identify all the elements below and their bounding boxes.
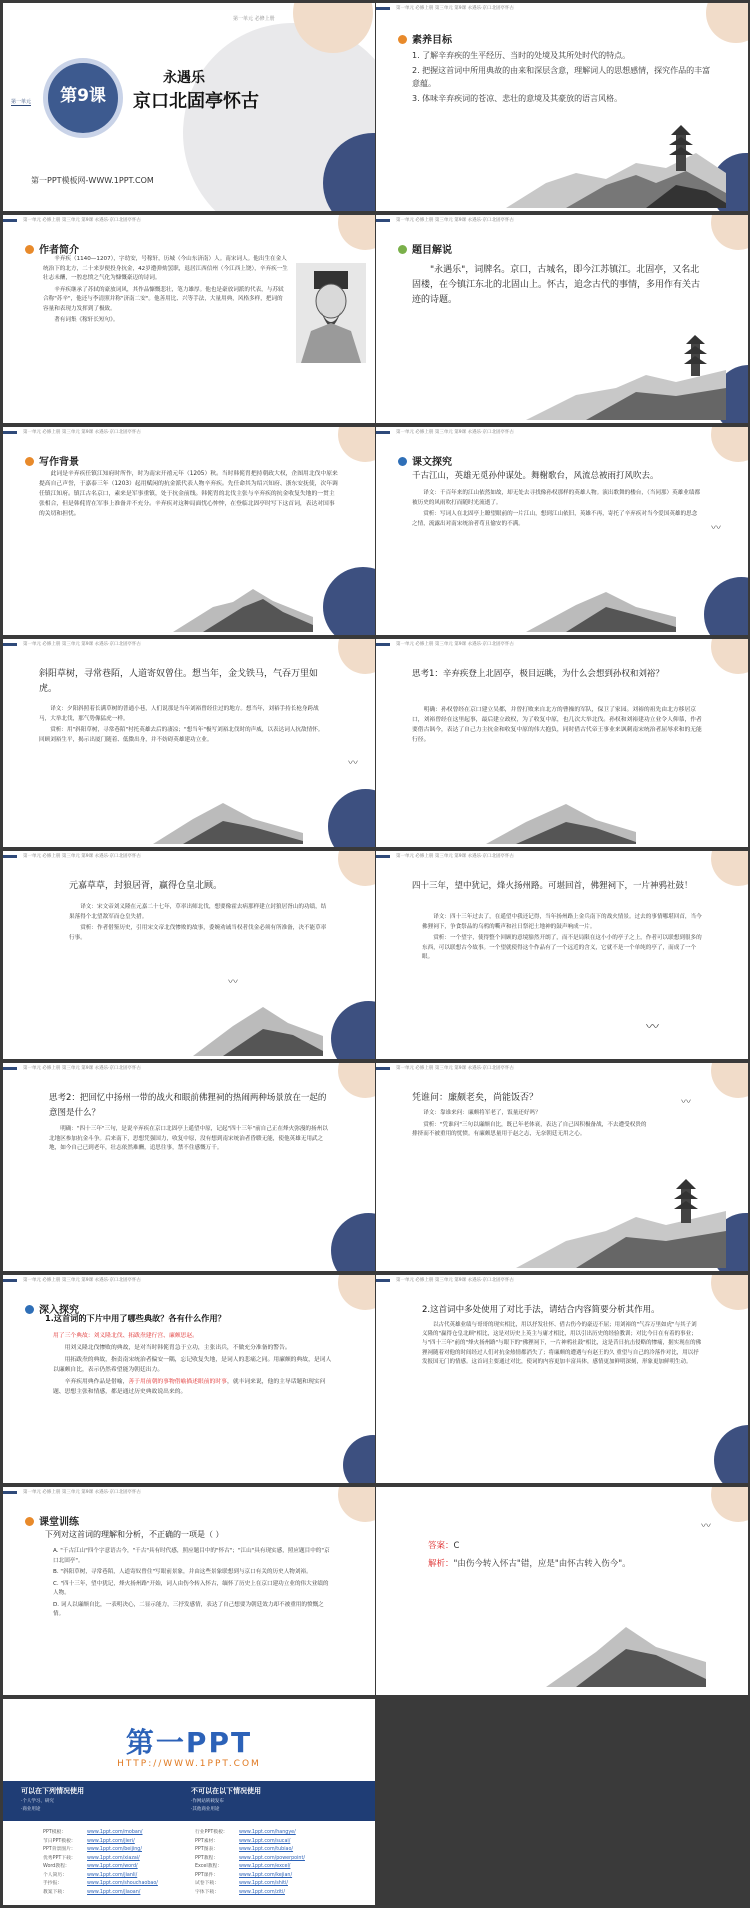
ink-mountain-pagoda [516, 1173, 726, 1268]
question: 思考1：辛弃疾登上北固亭，极目远眺，为什么会想到孙权和刘裕？ [412, 669, 664, 679]
deco-circle [711, 1487, 748, 1522]
question: 思考2：把回忆中扬州一带的战火和眼前佛狸祠的热闹两种场景放在一起的意图是什么？ [49, 1093, 327, 1118]
slide-text-study [376, 427, 748, 635]
slide-header: 第一单元 必修上册 第三单元 第9课 永遇乐·京口北固亭怀古 [376, 3, 748, 17]
paragraph: 辛弃疾继承了苏轼的豪放词风，其作品慷慨悲壮，笔力雄厚。他也是豪放词派的代表，与苏轼合称"苏辛"，他还与李清照并称"济南二安"。他善用比、兴等手法，大量用典，风格多样，把词的容量和表现力发挥到了极致。 [43, 286, 284, 312]
link-row [195, 1846, 305, 1855]
verse: 凭谁问：廉颇老矣，尚能饭否？ [412, 1093, 539, 1103]
link-row [195, 1863, 305, 1872]
section-heading: 课文探究 [398, 453, 452, 468]
author-text [43, 255, 288, 328]
link-row [43, 1880, 158, 1889]
verse: 斜阳草树，寻常巷陌，人道寄奴曾住。想当年，金戈铁马，气吞万里如虎。 [39, 669, 319, 694]
link-label: 字体下载： [195, 1889, 219, 1895]
deco-circle [711, 851, 748, 886]
slide-header: 第一单元 必修上册 第三单元 第9课 永遇乐·京口北固亭怀古 [3, 639, 375, 653]
link-label: PPT图表： [195, 1847, 219, 1852]
section-heading: 作者简介 [25, 241, 79, 256]
deco-circle [343, 1435, 375, 1483]
slide-title-explain [376, 215, 748, 423]
paragraph: 赏析：作者借鉴历史，引用宋文帝北伐惨败的故事，委婉劝诫当权者伐金必须有所准备，决不能草率行事。 [69, 925, 327, 941]
deco-circle [331, 1213, 375, 1271]
question: 2.这首词中多处使用了对比手法，请结合内容简要分析其作用。 [422, 1305, 660, 1315]
analysis [39, 705, 324, 747]
answer [53, 1331, 333, 1399]
slide-title [3, 3, 375, 211]
paragraph: 译文：四十三年过去了，在遥望中我还记得，当年扬州路上金兵南下的战火情景。过去的事情哪堪回首，当今佛狸祠下，争食祭品的乌鸦的嘶声和社日祭祀土地神的鼓声响成一片。 [422, 914, 702, 930]
usage-allow-2: ·商业用途 [21, 1807, 41, 1812]
paragraph: 译文：夕阳斜照着长满草树的普通小巷，人们说那是当年刘裕曾经住过的地方。想当年，刘裕手持长枪身跨战马，大举北伐，那气势像猛虎一样。 [39, 706, 319, 722]
section-heading: 题目解说 [398, 241, 452, 256]
answer: 明确："四十三年"三句，是说辛弃疾在京口北固亭上遥望中原，记起"四十三年"前自己正在烽火弥漫的扬州以北地区参加抗金斗争。后来南下，思想凭强国力，收复中原，没有想到南宋统治者昏聩无能，使他英雄无用武之地，如今自己已到老年，壮志依然难酬，追思往事，禁不住感慨万千。 [49, 1126, 328, 1151]
ink-mountain [173, 577, 313, 632]
slide-think-2 [3, 1063, 375, 1271]
paragraph: 赏析：用"斜阳草树，寻常巷陌"衬托英雄去后的凄凉；"想当年"极写刘裕北伐时的声威，以表达词人抗敌情怀。回顾刘裕生平，揭示出厦门随着、低微出身，并不妨碍英雄建功立业。 [39, 727, 324, 743]
link-url[interactable]: www.1ppt.com/kejian/ [239, 1872, 293, 1878]
slide-answer [376, 1487, 748, 1695]
ink-mountain [153, 789, 303, 844]
deco-circle [338, 215, 375, 250]
usage-deny-1: ·作网站转载发布 [191, 1799, 224, 1804]
slide-header: 第一单元 必修上册 第三单元 第9课 永遇乐·京口北固亭怀古 [3, 215, 375, 229]
bullet-icon [25, 1517, 34, 1526]
ink-mountain-pagoda [526, 330, 726, 420]
slide-header: 第一单元 必修上册 第三单元 第9课 永遇乐·京口北固亭怀古 [3, 1275, 375, 1289]
link-url[interactable]: www.1ppt.com/jianli/ [87, 1872, 138, 1878]
deco-circle [711, 427, 748, 462]
goal-item: 1. 了解辛弃疾的生平经历、当时的处境及其所处时代的特点。 [412, 51, 631, 60]
usage-allow-1: ·个人学习、研究 [21, 1799, 54, 1804]
section-heading: 深入探究 [25, 1301, 79, 1316]
deco-circle [706, 3, 748, 43]
paragraph: 用拓跋焘的典故，指责南宋统治者偏安一隅，忘记收复失地，是词人的悲痛之同。用廉颇的典故，是词人以廉颇自比，表示仍然希望能为朝廷出力。 [53, 1357, 332, 1373]
link-row [195, 1829, 305, 1838]
link-row [195, 1838, 305, 1847]
bullet-icon [398, 35, 407, 44]
analysis [422, 913, 702, 965]
link-row [43, 1863, 158, 1872]
usage-panel [3, 1781, 375, 1821]
ink-mountain [486, 794, 636, 844]
link-url[interactable]: www.1ppt.com/jieri/ [87, 1838, 135, 1844]
footer-ad [3, 1699, 375, 1905]
bird-icon: 〰 [348, 758, 358, 769]
slide-verse-5 [376, 1063, 748, 1271]
ink-mountain [526, 577, 676, 632]
background-text: 此词是辛弃疾任镇江知府时所作，时为南宋开禧元年（1205）秋。当时韩侂胄把持朝政大权，企图用北伐中原来提高自己声誉，于嘉泰三年（1203）起用赋闲的抗金派代表人物辛弃疾。先任命其为绍兴知府、浙东安抚使，次年调任镇江知府。镇江古名京口，素来是军事重镇，处于抗金前线。韩侂胄的北伐主张与辛弃疾的抗金收复失地的一贯主张相合，但是韩侂胄在军事上准备并不充分。辛弃疾对这种局面忧心忡忡，在登临北固亭时写下这首词，表达对国事的关切和担忧。 [39, 471, 338, 517]
link-url[interactable]: www.1ppt.com/xiazai/ [87, 1855, 140, 1861]
verse: 四十三年，望中犹记，烽火扬州路。可堪回首，佛狸祠下，一片神鸦社鼓！ [412, 881, 693, 891]
link-label: Excel教程： [195, 1864, 223, 1869]
site-label: 第一PPT模板网-WWW.1PPT.COM [31, 176, 154, 185]
link-label: PPT模板： [43, 1830, 67, 1835]
bullet-icon [25, 457, 34, 466]
link-list-right [195, 1829, 305, 1897]
link-row [195, 1880, 305, 1889]
link-label: 试卷下载： [195, 1881, 219, 1886]
paragraph: 赏析：写词人在北固亭上瞭望眼前的一片江山，想到江山依旧，英雄不再，寄托了辛弃疾对当今爱国英雄的思念之情，流露出对南宋统治者苟且偷安的不满。 [412, 511, 698, 527]
section-heading: 写作背景 [25, 453, 79, 468]
link-label: PPT背景图片： [43, 1847, 76, 1852]
link-url[interactable]: www.1ppt.com/beijing/ [87, 1847, 142, 1852]
footer-url: HTTP://WWW.1PPT.COM [117, 1759, 261, 1769]
paragraph: 译文：千百年来的江山依然如故，却无处去寻找像孙权那样的英雄人物。演出歌舞的楼台，（当同那）英雄业绩都被历史的风雨吹打而随时光流逝了。 [412, 490, 701, 506]
analysis [412, 1109, 652, 1142]
goal-item: 2. 把握这首词中所用典故的由来和深层含意，理解词人的思想感情，探究作品的丰富意蕴。 [412, 66, 711, 88]
deco-circle [711, 639, 748, 674]
slide-goals [376, 3, 748, 211]
link-url[interactable]: www.1ppt.com/shiti/ [239, 1881, 288, 1886]
deco-circle [338, 851, 375, 886]
deco-circle [338, 1275, 375, 1310]
verse: 元嘉草草，封狼居胥，赢得仓皇北顾。 [69, 881, 223, 891]
slide-exercise [3, 1487, 375, 1695]
deco-circle [711, 215, 748, 250]
link-row [43, 1889, 158, 1898]
link-url[interactable]: www.1ppt.com/word/ [87, 1864, 138, 1869]
link-list-left [43, 1829, 158, 1897]
link-label: 节日PPT模板： [43, 1838, 76, 1844]
slide-header: 第一单元 必修上册 第三单元 第9课 永遇乐·京口北固亭怀古 [3, 851, 375, 865]
link-url[interactable]: www.1ppt.com/moban/ [87, 1830, 143, 1835]
deco-circle [338, 1063, 375, 1098]
slide-header: 第一单元 必修上册 第三单元 第9课 永遇乐·京口北固亭怀古 [376, 215, 748, 229]
link-label: PPT教程： [195, 1855, 219, 1861]
link-row [195, 1889, 305, 1898]
top-note: 第一单元 必修上册 [233, 16, 275, 22]
option-list [53, 1547, 333, 1622]
link-label: PPT素材： [195, 1838, 219, 1844]
deco-circle [338, 639, 375, 674]
slide-header: 第一单元 必修上册 第三单元 第9课 永遇乐·京口北固亭怀古 [376, 851, 748, 865]
answer-line: 答案：C [428, 1541, 460, 1551]
verse: 千古江山，英雄无觅孙仲谋处。舞榭歌台，风流总被雨打风吹去。 [412, 471, 659, 481]
ink-mountain [193, 991, 323, 1056]
analysis [69, 903, 329, 945]
link-label: Word教程： [43, 1864, 70, 1869]
usage-deny-2: ·其他商业用途 [191, 1807, 220, 1812]
slide-verse-4 [376, 851, 748, 1059]
bullet-icon [398, 457, 407, 466]
link-row [43, 1829, 158, 1838]
link-row [43, 1846, 158, 1855]
slide-background [3, 427, 375, 635]
option-item: D. 词人以廉颇自比，一表明决心，二显示能力，三抒发感情，表达了自己想要为朝廷效力却不被重用的愤慨之情。 [53, 1601, 324, 1617]
paragraph: 译文：宋文帝刘义隆在元嘉二十七年，草率出师北伐，想要像霍去病那样建立封狼居胥山的功绩，结果落得个北望敌军而仓皇失措。 [69, 904, 327, 920]
option-item: B. "斜阳草树，寻常巷陌，人道寄奴曾住"写眼前景象，并由这些景象联想到与京口有关的历史人物刘裕。 [53, 1569, 312, 1575]
slide-header: 第一单元 必修上册 第三单元 第9课 永遇乐·京口北固亭怀古 [3, 1063, 375, 1077]
deco-circle [338, 1487, 375, 1522]
usage-deny-title: 不可以在以下情况使用 [191, 1787, 261, 1795]
ink-mountain [546, 1597, 706, 1687]
option-item: A. "千古江山"四个字意语古今，"千古"具有时代感，照应题目中的"怀古"；"江山"具有现实感，照应题目中的"京口北固亭"。 [53, 1548, 330, 1564]
link-label: 手抄报： [43, 1881, 63, 1886]
link-row [43, 1855, 158, 1864]
link-url[interactable]: www.1ppt.com/shouchaobao/ [87, 1881, 158, 1886]
question: 下列对这首词的理解和分析，不正确的一项是（ ） [45, 1530, 224, 1539]
link-row [43, 1838, 158, 1847]
slide-contrast [376, 1275, 748, 1483]
title-main: 京口北固亭怀古 [133, 91, 259, 112]
goal-list [412, 49, 712, 107]
link-url[interactable]: www.1ppt.com/jiaoan/ [87, 1889, 141, 1895]
paragraph: 译文：靠谁来问：廉颇将军老了，饭量还好吗？ [423, 1110, 541, 1116]
answer-key: 用了三个典故：刘义隆北伐、拓跋焘建行宫、廉颇思赵。 [53, 1333, 198, 1339]
link-url[interactable]: www.1ppt.com/sucai/ [239, 1838, 291, 1844]
explain-line: 解析："由伤今转入怀古"错，应是"由怀古转入伤今"。 [428, 1559, 631, 1569]
bullet-icon [25, 245, 34, 254]
paragraph: 赏析：一个望字，使得整个回顾的意境豁然开朗了，而不是局限在这小小的亭子之上，作者可以联想到很多的东西，可以联想古今故事。一个望就使得这个作品有了一个远近的含义，它就不是一个单纯的亭了，而成了一个眼。 [422, 935, 702, 960]
slide-header: 第一单元 必修上册 第三单元 第9课 永遇乐·京口北固亭怀古 [376, 1275, 748, 1289]
paragraph: 赏析："凭谁问"三句以廉颇自比，既已年老体衰，表达了自己因积极备战，不去遭受权贵的排挤而不被重用的忧愤。有廉颇思量用于赵之志，无奈朝廷无用之心。 [412, 1121, 647, 1137]
link-url[interactable]: www.1ppt.com/hangye/ [239, 1830, 296, 1835]
deco-circle [711, 1275, 748, 1310]
slide-header: 第一单元 必修上册 第三单元 第9课 永遇乐·京口北固亭怀古 [376, 1063, 748, 1077]
paragraph: 著有词集《稼轩长短句》。 [54, 317, 119, 323]
slide-header: 第一单元 必修上册 第三单元 第9课 永遇乐·京口北固亭怀古 [3, 1487, 375, 1501]
paragraph: 用刘义隆北伐惨败的典故，是对当时韩侂胄急于立功，主张出兵，不做充分准备的警告。 [64, 1345, 291, 1351]
answer: 明确：孙权曾经在京口建立吴都，并曾打败来自北方的曹操的军队，保卫了家园。刘裕的祖先由北方移居京口，刘裕曾经在这里起事，最后建立政权，为了收复中原，也几次大举北伐。孙权和刘裕建功立业令人仰慕，作者要借古讽今，表达了自己力主抗金和收复中原的伟大抱负，同时借古代帝王事业来讽刺南宋统治者屈辱求和的无能行径。 [412, 707, 702, 743]
link-label: 个人简历： [43, 1872, 67, 1878]
lesson-number: 第9课 [60, 86, 106, 106]
deco-circle [323, 567, 375, 635]
paragraph: 辛弃疾（1140—1207），字幼安，号稼轩，历城（今山东济南）人。南宋词人。他出生在金人统治下的北方，二十来岁便投身抗金，42岁遭弹劾罢职，退居江西信州（今江西上饶），辛弃疾一生壮志未酬，一腔忠愤之气化为慷慨豪迈的诗词。 [43, 256, 288, 281]
option-item: C. "四十三年，望中犹记，烽火扬州路"开始，词人由伤今转入怀古，缅怀了历史上在京口建功立业的伟大业绩的人物。 [53, 1580, 329, 1596]
link-row [195, 1855, 305, 1864]
deco-circle [328, 789, 375, 847]
title-small: 永遇乐 [163, 70, 205, 86]
link-url[interactable]: www.1ppt.com/tubiao/ [239, 1847, 294, 1852]
deco-circle [331, 1001, 375, 1059]
question: 1.这首词的下片中用了哪些典故？各有什么作用？ [45, 1313, 226, 1323]
slide-deep-inquiry [3, 1275, 375, 1483]
slide-author [3, 215, 375, 423]
ink-mountain-pagoda [506, 113, 726, 208]
link-label: PPT课件： [195, 1872, 219, 1878]
link-label: 教案下载： [43, 1889, 67, 1895]
bird-icon: 〰 [711, 523, 721, 534]
link-url[interactable]: www.1ppt.com/powerpoint/ [239, 1855, 305, 1861]
explain-text: "永遇乐"，词牌名。京口，古城名，即今江苏镇江。北固亭，又名北固楼，在今镇江东北的北固山上。怀古，追念古代的事情，多用作有关古迹的诗题。 [412, 265, 701, 305]
slide-header: 第一单元 必修上册 第三单元 第9课 永遇乐·京口北固亭怀古 [376, 639, 748, 653]
deco-circle [704, 577, 748, 635]
usage-allow-title: 可以在下列情况使用 [21, 1787, 84, 1795]
link-row [195, 1872, 305, 1881]
footer-logo: 第一PPT [125, 1726, 253, 1759]
analysis [412, 489, 702, 531]
link-row [43, 1872, 158, 1881]
slide-think-1 [376, 639, 748, 847]
link-url[interactable]: www.1ppt.com/excel/ [239, 1864, 291, 1869]
bullet-icon [398, 245, 407, 254]
link-label: 行业PPT模板： [195, 1830, 228, 1835]
slide-verse-3 [3, 851, 375, 1059]
unit-tag: 第一单元 [11, 99, 32, 105]
author-portrait [296, 263, 366, 363]
section-heading: 课堂训练 [25, 1513, 79, 1528]
bird-icon: 〰 [228, 977, 238, 988]
bird-icon: 〰 [646, 1020, 660, 1035]
deco-circle [711, 1063, 748, 1098]
link-label: 优秀PPT下载： [43, 1855, 76, 1861]
slide-header: 第一单元 必修上册 第三单元 第9课 永遇乐·京口北固亭怀古 [3, 427, 375, 441]
slide-verse-2 [3, 639, 375, 847]
bird-icon: 〰 [681, 1097, 691, 1108]
link-url[interactable]: www.1ppt.com/ziti/ [239, 1889, 285, 1895]
paragraph: 辛弃疾用典作品是借喻，善于用前朝的事物借喻描述眼前的时事，就丰词来说，他的主导话题和现实问题、思想主张和情感，都是通过历史典故说出来的。 [53, 1379, 326, 1395]
bird-icon: 〰 [701, 1521, 711, 1532]
deco-circle [714, 1425, 748, 1483]
slide-header: 第一单元 必修上册 第三单元 第9课 永遇乐·京口北固亭怀古 [376, 427, 748, 441]
answer: 以古代英雄业绩与哥哥的现实相比，用以抒发壮怀、借古伤今的豪迈不屈；用刘裕的"气吞万里如虎"与其子刘义隆的"赢得仓皇北顾"相比，这是对历史上英主与庸才相比，用以引出历史的经验教训；对比今日在有着的事业；与"四十三年"前的"烽火扬州路"与眼下的"佛狸祠下，一片神鸦社鼓"相比，这是昔日抗击侵略的惨痛，据实现在的佛狸祠随着对他的时间经过人们对抗金热情都消失了；将廉颇的遭遇与有赵王的久 重望与自己的冷落作对比，用以抒发报国无门的情感。这首词主要通过对比，使词的内容更加丰富具体，感情更加鲜明深刻，形象更加鲜明生动。 [422, 1322, 702, 1365]
goal-item: 3. 体味辛弃疾词的苍凉、悲壮的意境及其豪放的语言风格。 [412, 94, 623, 103]
deco-circle [338, 427, 375, 462]
bullet-icon [25, 1305, 34, 1314]
section-heading: 素养目标 [398, 31, 452, 46]
